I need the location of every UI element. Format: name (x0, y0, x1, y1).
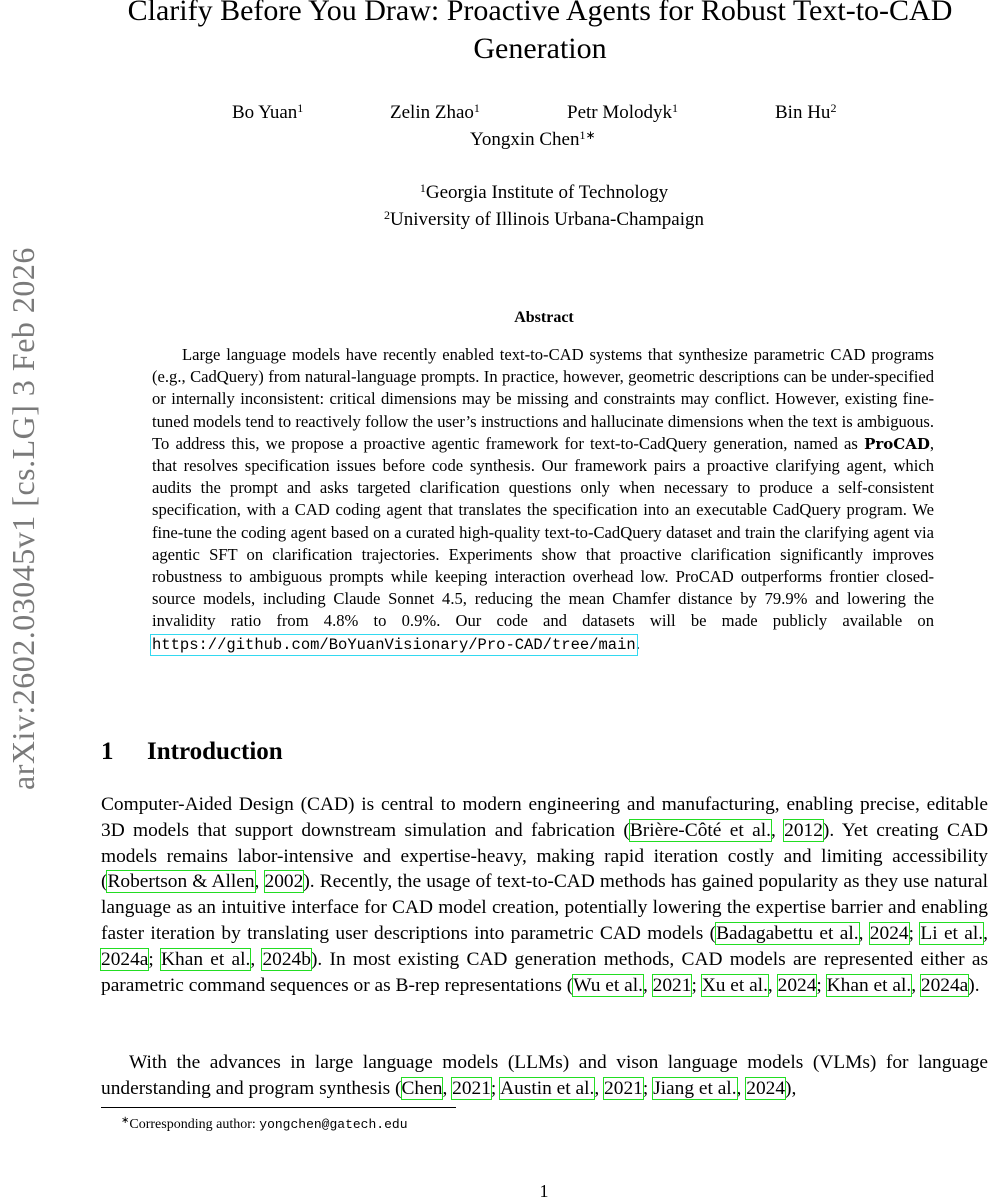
citation-link[interactable]: 2024 (869, 922, 909, 944)
footnote-mark: ∗ (121, 1115, 130, 1126)
footnote-rule (101, 1107, 456, 1108)
text-run: , (254, 871, 265, 893)
citation-link[interactable]: 2024a (101, 948, 149, 970)
text-run: ). In most existing CAD generation methods, CAD models are represented either as parametric command sequences or as B-rep representations ( (101, 948, 988, 996)
author-2-name: Zelin Zhao (390, 102, 474, 123)
text-run: , (770, 819, 785, 841)
abstract-part-1: Large language models have recently enabled text-to-CAD systems that synthesize parametric CAD programs (e.g., CadQuery) from natural-language prompts. In practice, however, geometric descriptions can be under-specified or internally inconsistent: critical dimensions may be missing and constraints may conflict. However, existing fine-tuned models tend to reactively follow the user’s instructions and hallucinate dimensions when the text is ambiguous. To address this, we propose a proactive agentic framework for text-to-CadQuery generation, named as (152, 345, 934, 453)
citation-link[interactable]: Jiang et al. (653, 1077, 737, 1099)
author-5 (470, 128, 596, 151)
citation-link[interactable]: Xu et al. (701, 974, 768, 996)
text-run: , (736, 1077, 747, 1099)
citation-link[interactable]: 2002 (264, 871, 304, 893)
footnote-text: Corresponding author: (129, 1117, 260, 1132)
corresponding-email[interactable]: yongchen@gatech.edu (259, 1117, 408, 1132)
text-run: ; (148, 948, 162, 970)
author-1-name: Bo Yuan (232, 102, 298, 123)
citation-link[interactable]: 2024b (262, 948, 311, 970)
citation-link[interactable]: Brière-Côté et al. (629, 819, 771, 841)
abstract-part-2: , that resolves specification issues before code synthesis. Our framework pairs a proactive clarifying agent, which audits the prompt and asks targeted clarification questions only when necessary to produce a self-consistent specification, with a CAD coding agent that translates the specification into an executable CadQuery program. We fine-tune the coding agent based on a curated high-quality text-to-CadQuery dataset and train the clarifying agent via agentic SFT on clarification trajectories. Experiments show that proactive clarification significantly improves robustness to ambiguous prompts while keeping interaction overhead low. ProCAD outperforms frontier closed-source models, including Claude Sonnet 4.5, reducing the mean Chamfer distance by 79.9% and lowering the invalidity ratio from 4.8% to 0.9%. Our code and datasets will be made publicly available on (152, 433, 934, 631)
text-run: , (911, 974, 921, 996)
author-3 (567, 101, 678, 124)
author-3-affiliation-mark: 1 (672, 101, 679, 115)
citation-link[interactable]: 2024a (920, 974, 969, 996)
text-run: ). Recently, the usage of text-to-CAD methods has gained popularity as they use natural language as an intuitive interface for CAD model creation, potentially lowering the expertise barrier and enabling faster iteration by translating user descriptions into parametric CAD models ( (101, 871, 988, 944)
citation-link[interactable]: Li et al. (920, 922, 984, 944)
author-2 (390, 101, 480, 124)
section-title: Introduction (147, 738, 283, 765)
author-4 (775, 101, 836, 124)
text-run: ; (691, 974, 702, 996)
citation-link[interactable]: 2012 (784, 819, 823, 841)
paper-title: Clarify Before You Draw: Proactive Agents for Robust Text-to-CAD Generation (127, 0, 953, 65)
page-number: 1 (539, 1181, 549, 1201)
footnote (121, 1115, 408, 1133)
citation-link[interactable]: Chen (401, 1077, 443, 1099)
citation-link[interactable]: Austin et al. (500, 1077, 595, 1099)
method-name: ProCAD (864, 434, 930, 453)
text-run: ; (490, 1077, 501, 1099)
text-run: , (250, 948, 263, 970)
text-run: , (594, 1077, 605, 1099)
author-5-affiliation-mark: 1∗ (579, 128, 596, 142)
abstract-text (152, 344, 934, 656)
text-run: , (767, 974, 778, 996)
text-run: Computer-Aided Design (CAD) is central to modern engineering and manufacturing, enabling precise, editable 3D models that support downstream simulation and fabrication ( (101, 794, 988, 841)
section-number: 1 (101, 738, 114, 765)
citation-link[interactable]: Khan et al. (161, 948, 251, 970)
affiliation-1-mark: 1 (419, 181, 426, 195)
author-1-affiliation-mark: 1 (297, 101, 304, 115)
affiliation-2-mark: 2 (384, 208, 391, 222)
text-run: ). (968, 974, 980, 996)
text-run: ; (816, 974, 827, 996)
arxiv-identifier (0, 208, 47, 828)
author-4-affiliation-mark: 2 (830, 101, 837, 115)
citation-link[interactable]: Wu et al. (573, 974, 643, 996)
citation-link[interactable]: 2021 (604, 1077, 643, 1099)
section-heading-introduction (101, 738, 283, 766)
text-run: , (442, 1077, 453, 1099)
affiliation-1 (100, 181, 988, 204)
author-1 (232, 101, 303, 124)
author-2-affiliation-mark: 1 (473, 101, 480, 115)
affiliation-1-name: Georgia Institute of Technology (425, 182, 669, 203)
text-run: , (983, 922, 988, 944)
text-run: ; (908, 922, 921, 944)
citation-link[interactable]: Khan et al. (826, 974, 912, 996)
citation-link[interactable]: 2021 (452, 1077, 491, 1099)
text-run: ). Yet creating CAD models remains labor-intensive and expertise-heavy, making rapid iteration costly and limiting accessibility ( (101, 819, 988, 893)
text-run: ; (642, 1077, 654, 1099)
text-run: , (858, 922, 870, 944)
abstract-end: . (635, 633, 640, 653)
citation-link[interactable]: Robertson & Allen (107, 871, 255, 893)
text-run: , (642, 974, 653, 996)
text-run: ), (785, 1077, 797, 1099)
arxiv-identifier-text: arXiv:2602.03045v1 [cs.LG] 3 Feb 2026 (4, 246, 41, 790)
citation-link[interactable]: 2024 (777, 974, 817, 996)
author-5-name: Yongxin Chen (470, 129, 580, 150)
citation-link[interactable]: 2021 (652, 974, 692, 996)
affiliation-2-name: University of Illinois Urbana-Champaign (390, 209, 704, 230)
author-4-name: Bin Hu (775, 102, 831, 123)
text-run: With the advances in large language models (LLMs) and vison language models (VLMs) for language understanding and program synthesis ( (101, 1052, 988, 1099)
introduction-paragraph-2 (101, 1050, 988, 1102)
author-3-name: Petr Molodyk (567, 102, 673, 123)
affiliation-2 (100, 208, 988, 231)
citation-link[interactable]: 2024 (746, 1077, 786, 1099)
citation-link[interactable]: Badagabettu et al. (716, 922, 859, 944)
code-repository-link[interactable]: https://github.com/BoYuanVisionary/Pro-CAD/tree/main (152, 635, 636, 654)
abstract-heading: Abstract (514, 309, 574, 326)
introduction-paragraph-1 (101, 792, 988, 998)
